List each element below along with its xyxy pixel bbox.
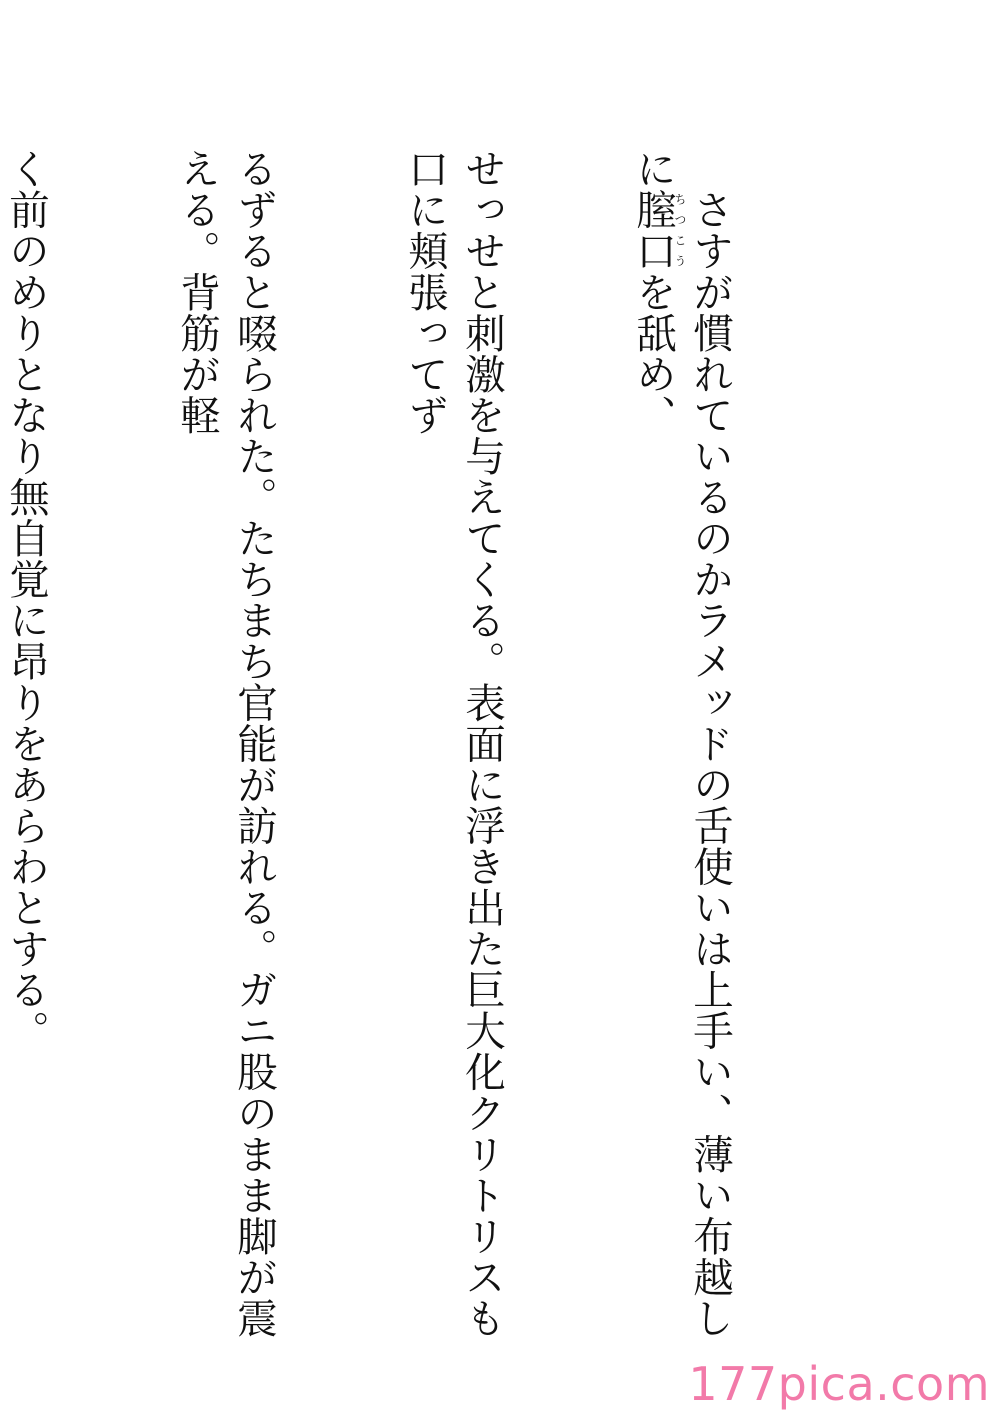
text-line-1-tail: を舐め、: [629, 271, 677, 436]
text-line-2: せっせと刺激を与えてくる。表面に浮き出た巨大化クリトリスも口に頬張ってず: [401, 148, 506, 1339]
text-line-1: [624, 148, 738, 1378]
text-line-3: るずると啜られた。たちまち官能が訪れる。ガニ股のまま脚が震える。背筋が軽: [173, 148, 278, 1339]
ruby-base-text: 膣口: [629, 189, 677, 272]
text-line-4: く前のめりとなり無自覚に昂りをあらわとする。: [2, 148, 50, 1052]
vertical-text-body: [2, 148, 852, 1378]
ruby-reading: ちつこう: [673, 189, 687, 272]
ruby-annotation: [629, 189, 687, 272]
text-line-1-content: さすが慣れているのかラメッドの舌使いは上手い、薄い布越しに: [629, 148, 734, 1339]
site-watermark: 177pica.com: [688, 1357, 990, 1411]
